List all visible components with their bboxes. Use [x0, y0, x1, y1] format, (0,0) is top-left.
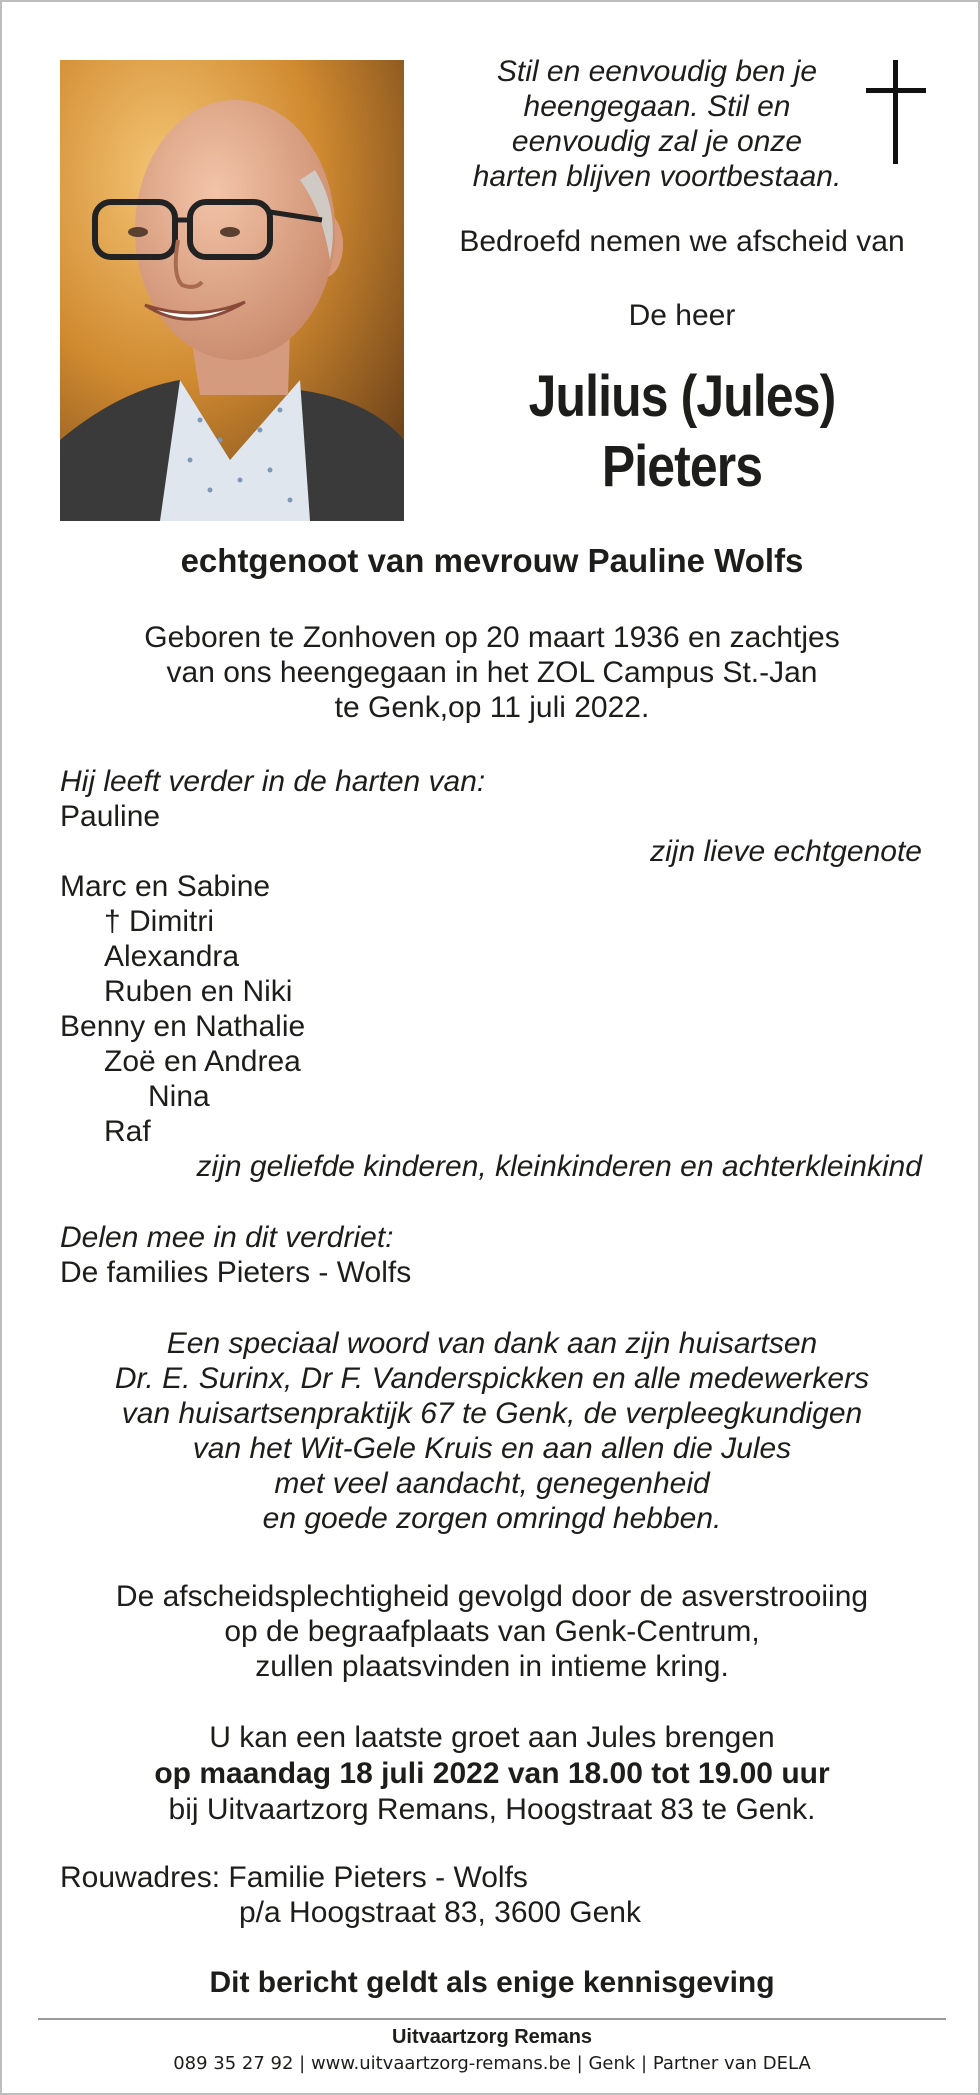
- poem-line: harten blijven voortbestaan.: [472, 160, 842, 193]
- cross-icon: [866, 60, 926, 164]
- mourning-address-line: p/a Hoogstraat 83, 3600 Genk: [239, 1896, 641, 1929]
- share-families: De families Pieters - Wolfs: [60, 1256, 412, 1289]
- family-member: Ruben en Niki: [104, 975, 293, 1008]
- born-line: Geboren te Zonhoven op 20 maart 1936 en zachtjes: [144, 621, 840, 654]
- poem-line: heengegaan. Stil en: [523, 90, 791, 123]
- poem-line: Stil en eenvoudig ben je: [496, 55, 818, 88]
- spouse-line: echtgenoot van mevrouw Pauline Wolfs: [180, 542, 804, 579]
- family-member: Raf: [104, 1115, 151, 1148]
- family-caption: zijn geliefde kinderen, kleinkinderen en achterkleinkind: [196, 1150, 922, 1183]
- salutation: De heer: [628, 299, 736, 332]
- thanks-line: met veel aandacht, genegenheid: [274, 1467, 710, 1500]
- funeral-home-name: Uitvaartzorg Remans: [391, 2026, 593, 2048]
- ceremony-line: op de begraafplaats van Genk-Centrum,: [224, 1615, 760, 1648]
- visit-date: op maandag 18 juli 2022 van 18.00 tot 19.00 uur: [154, 1757, 830, 1790]
- born-line: van ons heengegaan in het ZOL Campus St.-Jan: [166, 656, 818, 689]
- visitation-info: [42, 1720, 942, 1828]
- thanks-line: Een speciaal woord van dank aan zijn huisartsen: [166, 1327, 818, 1360]
- family-caption: zijn lieve echtgenote: [650, 835, 922, 868]
- notice-line: Dit bericht geldt als enige kennisgeving: [209, 1966, 775, 1999]
- intro-text: Bedroefd nemen we afscheid van: [459, 225, 905, 258]
- poem: [442, 54, 872, 194]
- name-line-2: Pieters: [601, 434, 763, 499]
- family-member: Marc en Sabine: [60, 870, 271, 903]
- visit-line: U kan een laatste groet aan Jules brengen: [209, 1721, 775, 1754]
- thanks-line: Dr. E. Surinx, Dr F. Vanderspickken en alle medewerkers: [114, 1362, 870, 1395]
- share-heading: Delen mee in dit verdriet:: [60, 1221, 394, 1254]
- family-member: Benny en Nathalie: [60, 1010, 306, 1043]
- family-member: Alexandra: [104, 940, 240, 973]
- thanks-message: [42, 1326, 942, 1536]
- birth-death-info: [92, 620, 892, 725]
- family-member: Pauline: [60, 800, 161, 833]
- portrait-photo: [60, 60, 404, 521]
- thanks-line: van huisartsenpraktijk 67 te Genk, de verpleegkundigen: [121, 1397, 863, 1430]
- ceremony-line: zullen plaatsvinden in intieme kring.: [255, 1650, 729, 1683]
- ceremony-info: [42, 1579, 942, 1684]
- portrait-illustration: [60, 60, 404, 521]
- name-line-1: Julius (Jules): [528, 364, 836, 429]
- family-heading: Hij leeft verder in de harten van:: [60, 765, 486, 798]
- thanks-line: van het Wit-Gele Kruis en aan allen die Jules: [192, 1432, 792, 1465]
- family-member: Zoë en Andrea: [104, 1045, 301, 1078]
- footer-divider: [38, 2018, 946, 2020]
- ceremony-line: De afscheidsplechtigheid gevolgd door de asverstrooiing: [115, 1580, 869, 1613]
- family-member: Nina: [148, 1080, 210, 1113]
- funeral-home-contact: 089 35 27 92 | www.uitvaartzorg-remans.be | Genk | Partner van DELA: [173, 2053, 811, 2074]
- visit-line: bij Uitvaartzorg Remans, Hoogstraat 83 te Genk.: [168, 1793, 816, 1826]
- deceased-name: [467, 362, 897, 502]
- born-line: te Genk,op 11 juli 2022.: [334, 691, 650, 724]
- poem-line: eenvoudig zal je onze: [511, 125, 803, 158]
- family-member: † Dimitri: [104, 905, 214, 938]
- mourning-address: Rouwadres: Familie Pieters - Wolfs: [60, 1861, 528, 1894]
- thanks-line: en goede zorgen omringd hebben.: [262, 1502, 722, 1535]
